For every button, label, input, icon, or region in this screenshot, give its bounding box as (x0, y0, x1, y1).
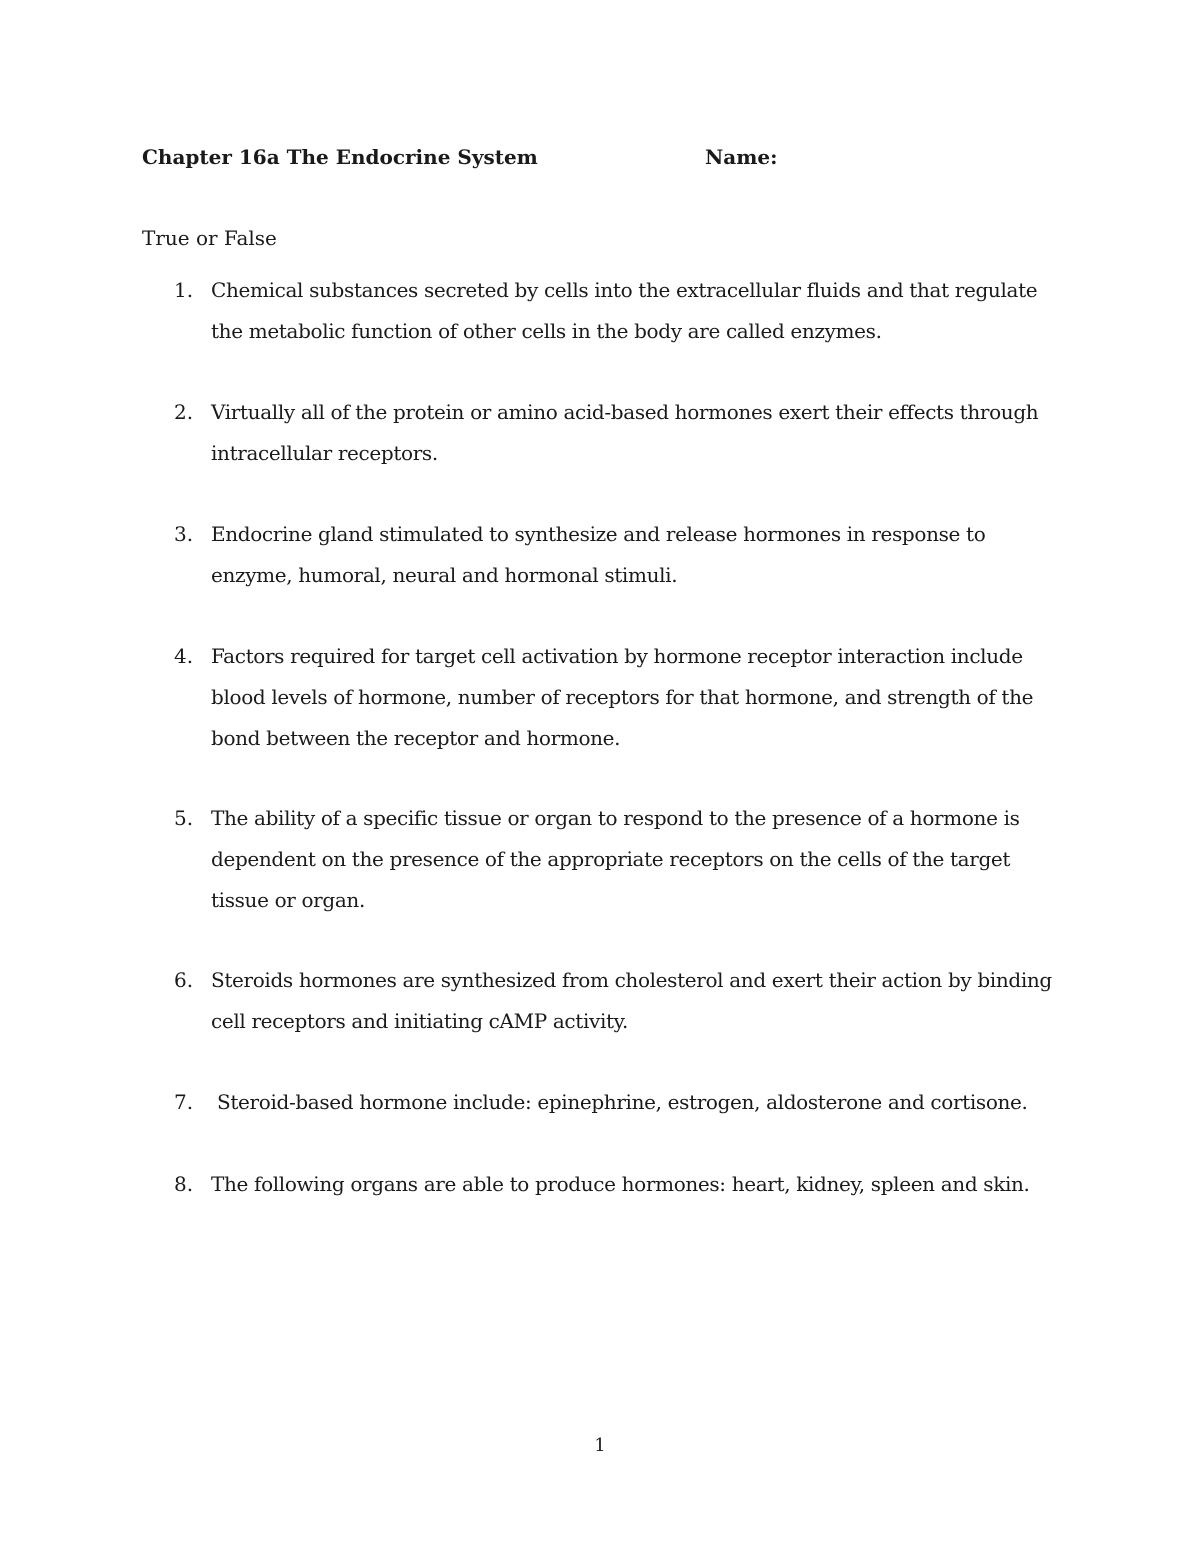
question-number: 3. (174, 522, 194, 546)
question-number: 2. (174, 400, 194, 424)
question-number: 6. (174, 968, 194, 992)
name-label: Name: (705, 145, 778, 169)
question-number: 4. (174, 644, 194, 668)
question-item-4 (142, 636, 1072, 759)
question-text: Steroid-based hormone include: epinephrine, estrogen, aldosterone and cortisone. (211, 1090, 1028, 1114)
question-item-5 (142, 798, 1072, 921)
question-text: Virtually all of the protein or amino acid-based hormones exert their effects through intracellular receptors. (211, 400, 1039, 465)
question-text: Chemical substances secreted by cells into the extracellular fluids and that regulate the metabolic function of other cells in the body are called enzymes. (211, 278, 1038, 343)
question-text: Steroids hormones are synthesized from cholesterol and exert their action by binding cell receptors and initiating cAMP activity. (211, 968, 1052, 1033)
question-text: The ability of a specific tissue or organ to respond to the presence of a hormone is dependent on the presence of the appropriate receptors on the cells of the target tissue or organ. (211, 806, 1020, 912)
question-text: The following organs are able to produce hormones: heart, kidney, spleen and skin. (211, 1172, 1030, 1196)
question-item-8 (142, 1164, 1072, 1205)
question-item-1 (142, 270, 1072, 352)
question-number: 7. (174, 1090, 194, 1114)
question-item-6 (142, 960, 1072, 1042)
question-item-2 (142, 392, 1072, 474)
question-text: Endocrine gland stimulated to synthesize and release hormones in response to enzyme, humoral, neural and hormonal stimuli. (211, 522, 986, 587)
page-title: Chapter 16a The Endocrine System (142, 145, 538, 169)
question-number: 8. (174, 1172, 194, 1196)
question-number: 1. (174, 278, 194, 302)
question-item-7 (142, 1082, 1072, 1123)
question-text: Factors required for target cell activation by hormone receptor interaction include blood levels of hormone, number of receptors for that hormone, and strength of the bond between the receptor and hormone. (211, 644, 1034, 750)
question-item-3 (142, 514, 1072, 596)
section-heading: True or False (142, 226, 277, 250)
page-number: 1 (594, 1435, 606, 1456)
question-number: 5. (174, 806, 194, 830)
